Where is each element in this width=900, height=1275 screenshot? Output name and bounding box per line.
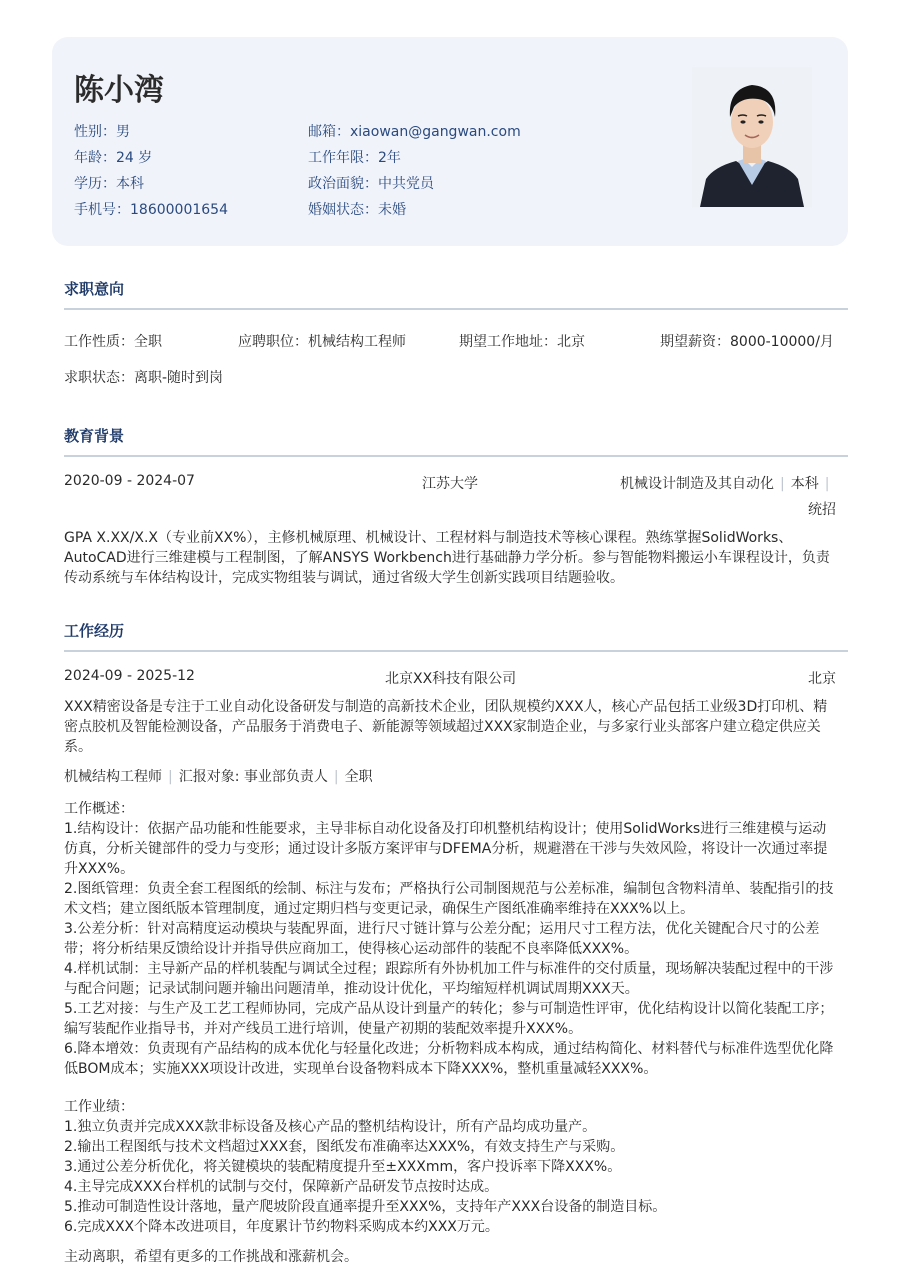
- work-city: 北京: [808, 671, 836, 687]
- age-field: [74, 147, 152, 167]
- section-divider: [64, 650, 848, 652]
- intent-salary: [660, 331, 834, 351]
- company-description: [64, 697, 836, 757]
- profile-photo: [692, 67, 812, 207]
- intent-location-label: 期望工作地址：: [459, 334, 557, 350]
- achievement-title: 工作业绩：: [64, 1099, 134, 1115]
- marital-value: 未婚: [378, 202, 406, 218]
- separator: |: [780, 476, 785, 492]
- age-label: 年龄：: [74, 150, 116, 166]
- overview-line: 低BOM成本；实施XXX项设计改进，实现单台设备物料成本下降XXX%，整机重量减轻XXX%。: [64, 1061, 658, 1077]
- overview-line: 3.公差分析：针对高精度运动模块与装配界面，进行尺寸链计算与公差分配；运用尺寸工程方法，优化关键配合尺寸的公差: [64, 921, 820, 937]
- education-value: 本科: [116, 176, 144, 192]
- marital-field: [308, 199, 406, 219]
- achievement-line: 3.通过公差分析优化，将关键模块的装配精度提升至±XXXmm，客户投诉率下降XXX%。: [64, 1159, 622, 1175]
- phone-value: 18600001654: [130, 202, 228, 218]
- achievement-line: 6.完成XXX个降本改进项目，年度累计节约物料采购成本约XXX万元。: [64, 1219, 499, 1235]
- profile-card: [52, 37, 848, 246]
- intent-location: [459, 331, 585, 351]
- overview-line: 1.结构设计：依据产品功能和性能要求，主导非标自动化设备及打印机整机结构设计；使用SolidWorks进行三维建模与运动: [64, 821, 827, 837]
- company-desc-line: 系。: [64, 739, 92, 755]
- gender-field: [74, 121, 130, 141]
- intent-type-label: 工作性质：: [64, 334, 134, 350]
- overview-line: 术文档；建立图纸版本管理制度，通过定期归档与变更记录，确保生产图纸准确率维持在XXX%以上。: [64, 901, 695, 917]
- section-title-intent: 求职意向: [64, 280, 125, 298]
- education-label: 学历：: [74, 176, 116, 192]
- education-desc-line: GPA X.XX/X.X（专业前XX%），主修机械原理、机械设计、工程材料与制造技术等核心课程。熟练掌握SolidWorks、: [64, 530, 793, 546]
- work-report: 汇报对象: 事业部负责人: [178, 769, 328, 785]
- intent-salary-label: 期望薪资：: [660, 334, 730, 350]
- education-degree: 本科: [790, 476, 819, 492]
- education-description: [64, 528, 836, 588]
- email-field: [308, 121, 521, 141]
- separator: |: [333, 769, 339, 785]
- work-period: 2024-09 - 2025-12: [64, 668, 195, 684]
- education-desc-line: 传动系统与车体结构设计，完成实物组装与调试，通过省级大学生创新实践项目结题验收。: [64, 570, 624, 586]
- overview-line: 2.图纸管理：负责全套工程图纸的绘制、标注与发布；严格执行公司制图规范与公差标准，编制包含物料清单、装配指引的技: [64, 881, 834, 897]
- section-divider: [64, 308, 848, 310]
- overview-line: 与配合问题；记录试制问题并输出问题清单，推动设计优化，平均缩短样机调试周期XXX天。: [64, 981, 639, 997]
- overview-line: 升XXX%。: [64, 861, 135, 877]
- education-school: 江苏大学: [422, 476, 478, 492]
- intent-position: [238, 331, 406, 351]
- intent-type: [64, 331, 162, 351]
- overview-title: 工作概述：: [64, 801, 134, 817]
- leave-reason: 主动离职，希望有更多的工作挑战和涨薪机会。: [64, 1249, 358, 1265]
- overview-line: 编写装配作业指导书，并对产线员工进行培训，使量产初期的装配效率提升XXX%。: [64, 1021, 583, 1037]
- gender-value: 男: [116, 124, 130, 140]
- email-label: 邮箱：: [308, 124, 350, 140]
- intent-salary-value: 8000-10000/月: [730, 334, 834, 350]
- gender-label: 性别：: [74, 124, 116, 140]
- phone-label: 手机号：: [74, 202, 130, 218]
- intent-status: [64, 367, 223, 387]
- politics-value: 中共党员: [378, 176, 434, 192]
- overview-line: 4.样机试制：主导新产品的样机装配与调试全过程；跟踪所有外协机加工件与标准件的交付质量，现场解决装配过程中的干涉: [64, 961, 834, 977]
- work-role-row: [64, 766, 373, 786]
- work-achievements: [64, 1097, 836, 1237]
- person-photo-icon: [692, 67, 812, 207]
- achievement-line: 2.输出工程图纸与技术文档超过XXX套，图纸发布准确率达XXX%，有效支持生产与采购。: [64, 1139, 625, 1155]
- work-job-type: 全职: [344, 769, 373, 785]
- overview-line: 带；将分析结果反馈给设计并指导供应商加工，使得核心运动部件的装配不良率降低XXX%。: [64, 941, 639, 957]
- achievement-line: 4.主导完成XXX台样机的试制与交付，保障新产品研发节点按时达成。: [64, 1179, 499, 1195]
- intent-type-value: 全职: [134, 334, 162, 350]
- politics-label: 政治面貌：: [308, 176, 378, 192]
- achievement-line: 5.推动可制造性设计落地，量产爬坡阶段直通率提升至XXX%，支持年产XXX台设备的制造目标。: [64, 1199, 667, 1215]
- candidate-name: 陈小湾: [74, 73, 164, 108]
- work-role: 机械结构工程师: [64, 769, 162, 785]
- education-mode: 统招: [808, 502, 836, 518]
- intent-position-label: 应聘职位：: [238, 334, 308, 350]
- education-major-degree: [620, 473, 835, 493]
- section-divider: [64, 455, 848, 457]
- education-major: 机械设计制造及其自动化: [620, 476, 774, 492]
- work-company: 北京XX科技有限公司: [385, 671, 517, 687]
- phone-field: [74, 199, 228, 219]
- education-period: 2020-09 - 2024-07: [64, 473, 195, 489]
- education-desc-line: AutoCAD进行三维建模与工程制图，了解ANSYS Workbench进行基础静力学分析。参与智能物料搬运小车课程设计，负责: [64, 550, 830, 566]
- company-desc-line: 密点胶机及智能检测设备，产品服务于消费电子、新能源等领域超过XXX家制造企业，与多家行业头部客户建立稳定供应关: [64, 719, 821, 735]
- age-value: 24 岁: [116, 150, 153, 166]
- intent-status-value: 离职-随时到岗: [134, 370, 224, 386]
- education-field: [74, 173, 144, 193]
- achievement-line: 1.独立负责并完成XXX款非标设备及核心产品的整机结构设计，所有产品均成功量产。: [64, 1119, 597, 1135]
- overview-line: 仿真，分析关键部件的受力与变形；通过设计多版方案评审与DFEMA分析，规避潜在干涉与失效风险，将设计一次通过率提: [64, 841, 828, 857]
- section-title-education: 教育背景: [64, 427, 125, 445]
- email-value[interactable]: xiaowan@gangwan.com: [350, 124, 521, 140]
- intent-position-value: 机械结构工程师: [308, 334, 406, 350]
- overview-line: 6.降本增效：负责现有产品结构的成本优化与轻量化改进；分析物料成本构成，通过结构简化、材料替代与标准件选型优化降: [64, 1041, 834, 1057]
- overview-line: 5.工艺对接：与生产及工艺工程师协同，完成产品从设计到量产的转化；参与可制造性评审，优化结构设计以简化装配工序；: [64, 1001, 834, 1017]
- intent-status-label: 求职状态：: [64, 370, 134, 386]
- separator: |: [824, 476, 830, 492]
- marital-label: 婚姻状态：: [308, 202, 378, 218]
- years-label: 工作年限：: [308, 150, 378, 166]
- years-field: [308, 147, 401, 167]
- intent-location-value: 北京: [557, 334, 585, 350]
- separator: |: [168, 769, 173, 785]
- years-value: 2年: [378, 150, 401, 166]
- section-title-work: 工作经历: [64, 622, 125, 640]
- politics-field: [308, 173, 434, 193]
- company-desc-line: XXX精密设备是专注于工业自动化设备研发与制造的高新技术企业，团队规模约XXX人，核心产品包括工业级3D打印机、精: [64, 699, 828, 715]
- work-overview: [64, 799, 836, 1079]
